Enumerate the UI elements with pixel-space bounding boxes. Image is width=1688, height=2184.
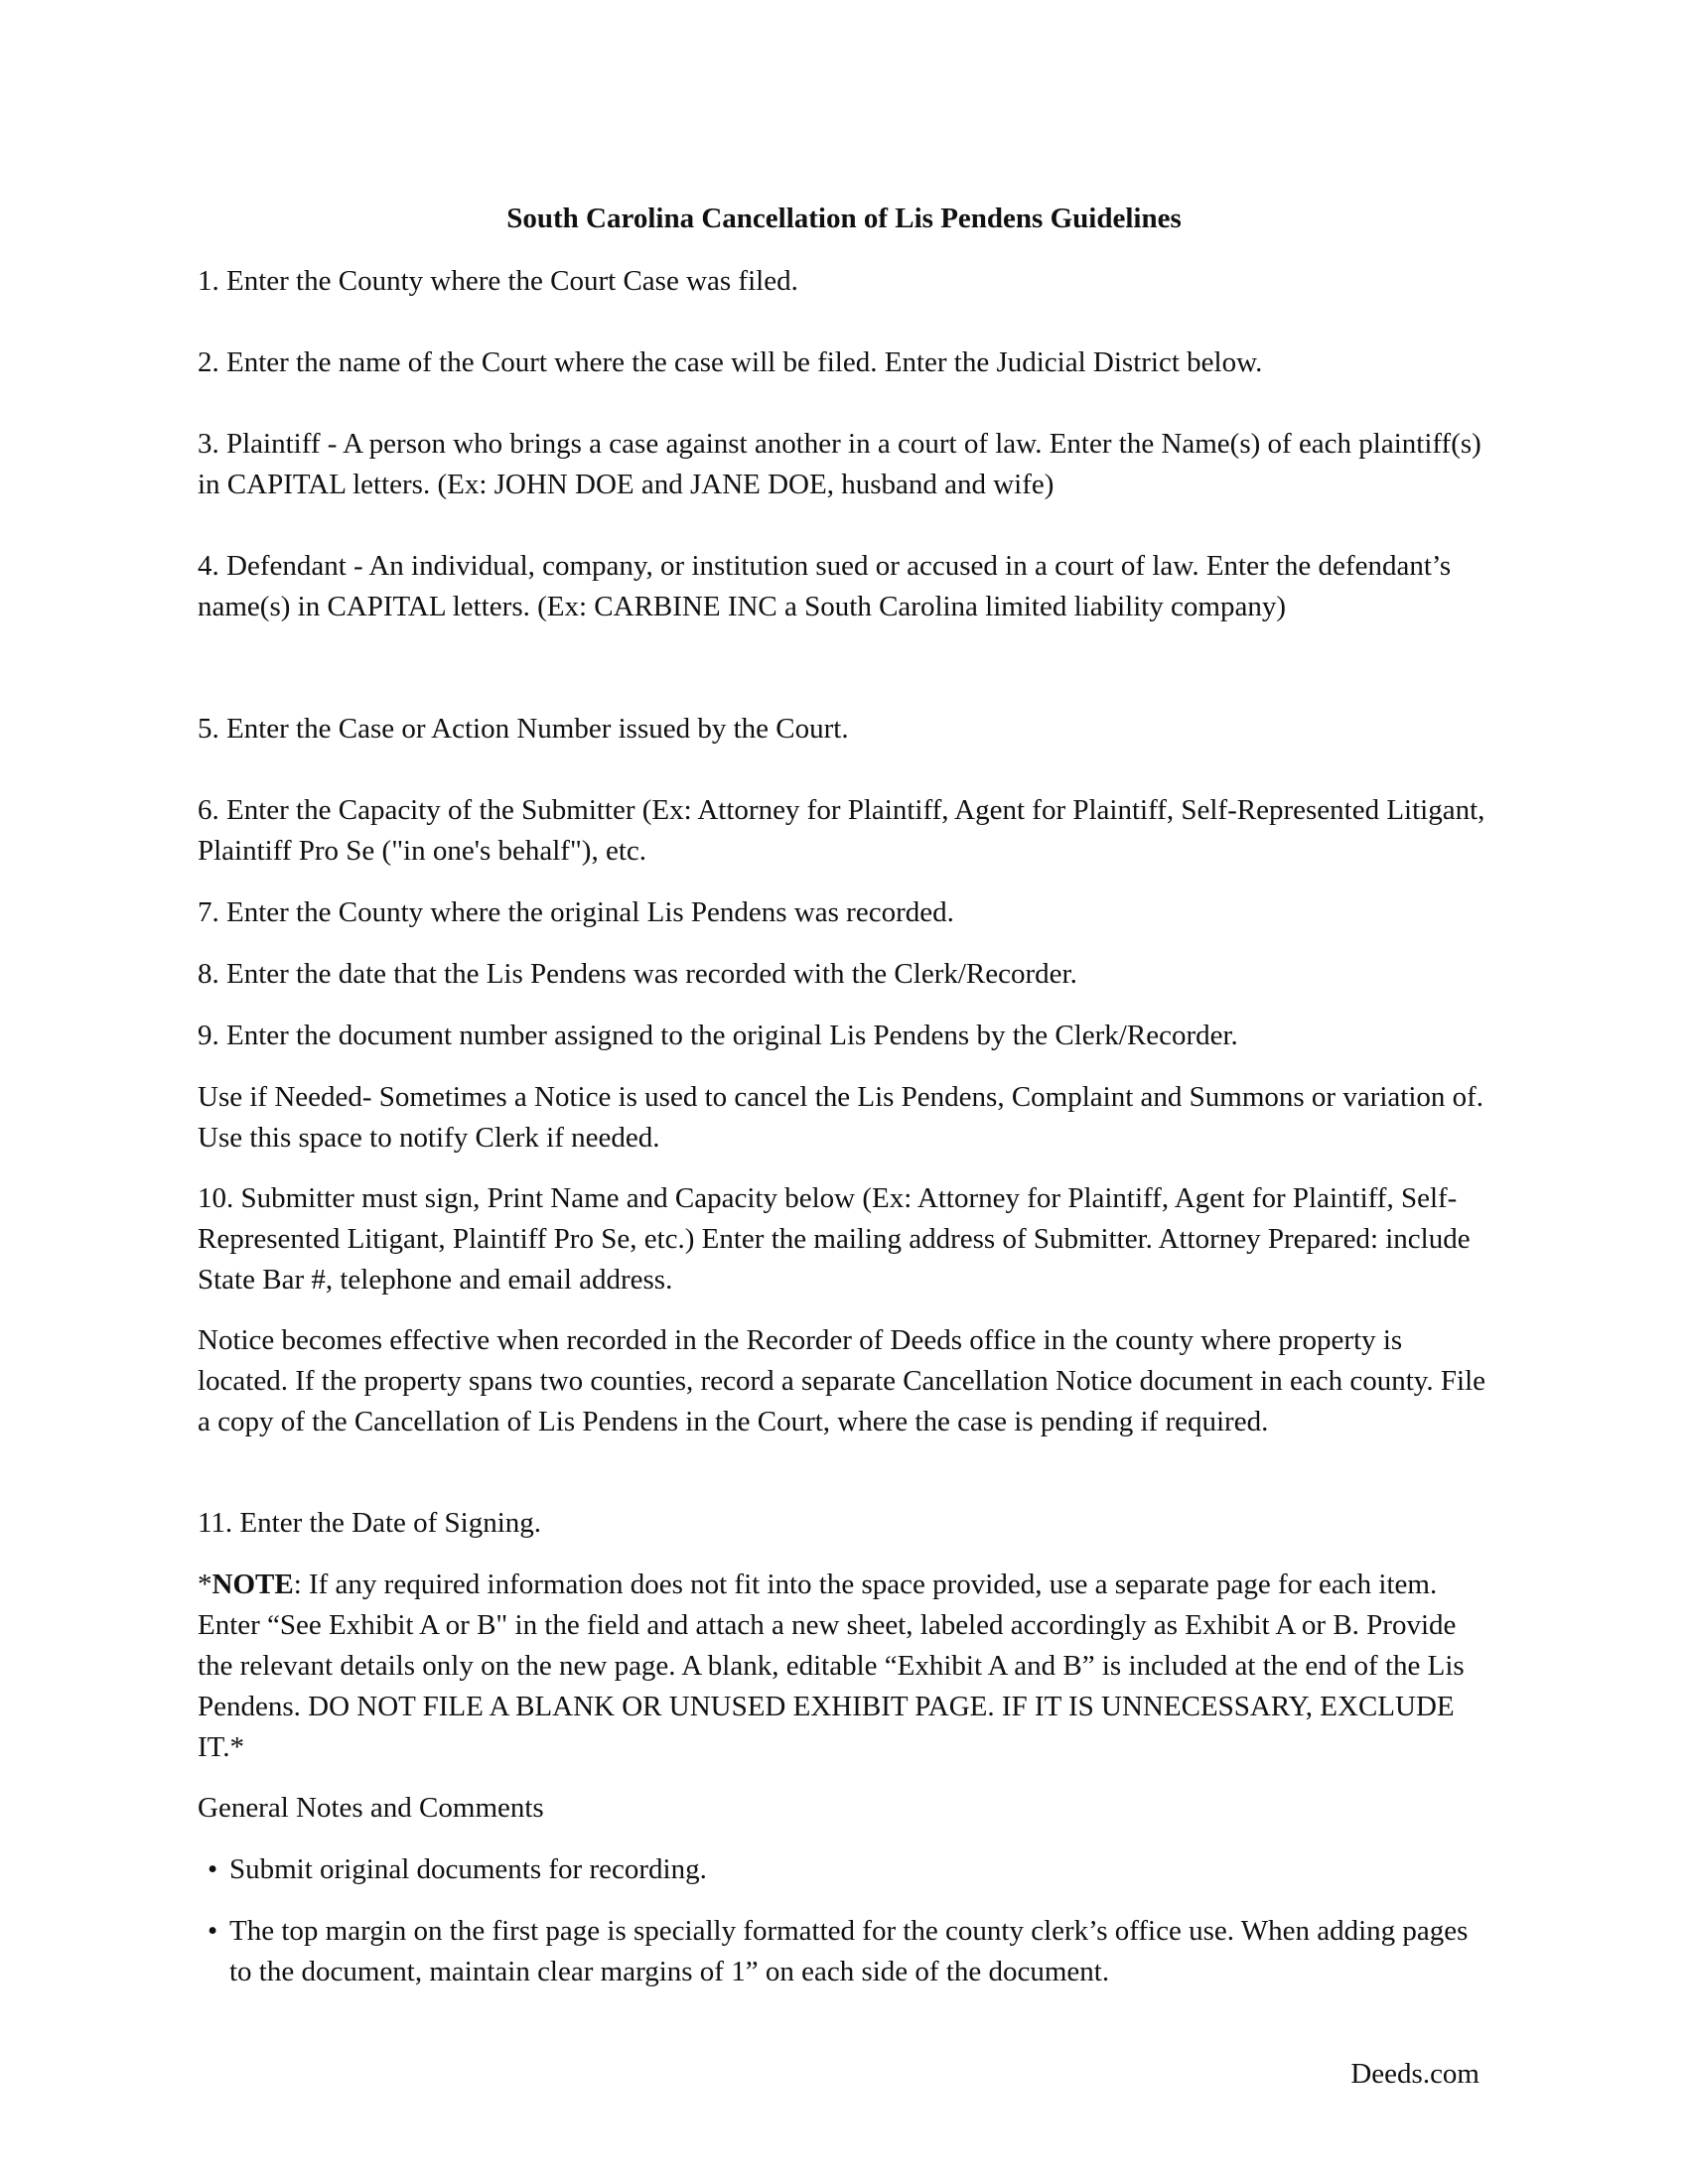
notice-paragraph: Notice becomes effective when recorded in the Recorder of Deeds office in the county where property is located. If the property spans two counties, record a separate Cancellation Notice document in each county. File a copy of the Cancellation of Lis Pendens in the Court, where the case is pending if required. — [198, 1324, 1486, 1437]
instruction-11: 11. Enter the Date of Signing. — [198, 1507, 542, 1539]
instruction-2: 2. Enter the name of the Court where the case will be filed. Enter the Judicial District below. — [198, 346, 1263, 378]
instruction-7: 7. Enter the County where the original Lis Pendens was recorded. — [198, 896, 954, 928]
note-paragraph — [198, 1565, 1488, 1768]
note-text: : If any required information does not fit into the space provided, use a separate page for each item. Enter “See Exhibit A or B" in the field and attach a new sheet, labeled accordingly as Exhibit A or B. Provide the relevant details only on the new page. A blank, editable “Exhibit A and B” is included at the end of the Lis Pendens. DO NOT FILE A BLANK OR UNUSED EXHIBIT PAGE. IF IT IS UNNECESSARY, EXCLUDE IT.* — [198, 1569, 1465, 1763]
instruction-9: 9. Enter the document number assigned to the original Lis Pendens by the Clerk/Recorder. — [198, 1020, 1238, 1051]
footer-brand: Deeds.com — [1350, 2058, 1479, 2090]
use-if-needed-paragraph: Use if Needed- Sometimes a Notice is used to cancel the Lis Pendens, Complaint and Summons or variation of. Use this space to notify Clerk if needed. — [198, 1081, 1484, 1154]
instruction-1: 1. Enter the County where the Court Case was filed. — [198, 265, 798, 297]
note-prefix: * — [198, 1569, 212, 1600]
instruction-10: 10. Submitter must sign, Print Name and Capacity below (Ex: Attorney for Plaintiff, Agent for Plaintiff, Self-Represented Litigant, Plaintiff Pro Se, etc.) Enter the mailing address of Submitter. Attorney Prepared: include State Bar #, telephone and email address. — [198, 1182, 1471, 1296]
general-notes-heading: General Notes and Comments — [198, 1792, 544, 1824]
bullet-icon: • — [208, 1853, 218, 1885]
bullet-text: Submit original documents for recording. — [229, 1853, 707, 1885]
instruction-5: 5. Enter the Case or Action Number issued by the Court. — [198, 713, 849, 745]
instruction-6: 6. Enter the Capacity of the Submitter (Ex: Attorney for Plaintiff, Agent for Plaintiff, Self-Represented Litigant, Plaintiff Pro Se ("in one's behalf"), etc. — [198, 794, 1485, 867]
note-label: NOTE — [211, 1569, 294, 1600]
page-title: South Carolina Cancellation of Lis Pendens Guidelines — [506, 203, 1182, 234]
bullet-icon: • — [208, 1915, 218, 1947]
instruction-8: 8. Enter the date that the Lis Pendens was recorded with the Clerk/Recorder. — [198, 958, 1077, 990]
instruction-3: 3. Plaintiff - A person who brings a case against another in a court of law. Enter the Name(s) of each plaintiff(s) in CAPITAL letters. (Ex: JOHN DOE and JANE DOE, husband and wife) — [198, 428, 1481, 500]
bullet-item — [208, 1911, 1488, 1992]
bullet-item — [208, 1849, 1488, 1890]
bullet-text: The top margin on the first page is specially formatted for the county clerk’s office use. When adding pages to the document, maintain clear margins of 1” on each side of the document. — [229, 1915, 1469, 1987]
instruction-4: 4. Defendant - An individual, company, or institution sued or accused in a court of law. Enter the defendant’s name(s) in CAPITAL letters. (Ex: CARBINE INC a South Carolina limited liability company) — [198, 550, 1452, 622]
